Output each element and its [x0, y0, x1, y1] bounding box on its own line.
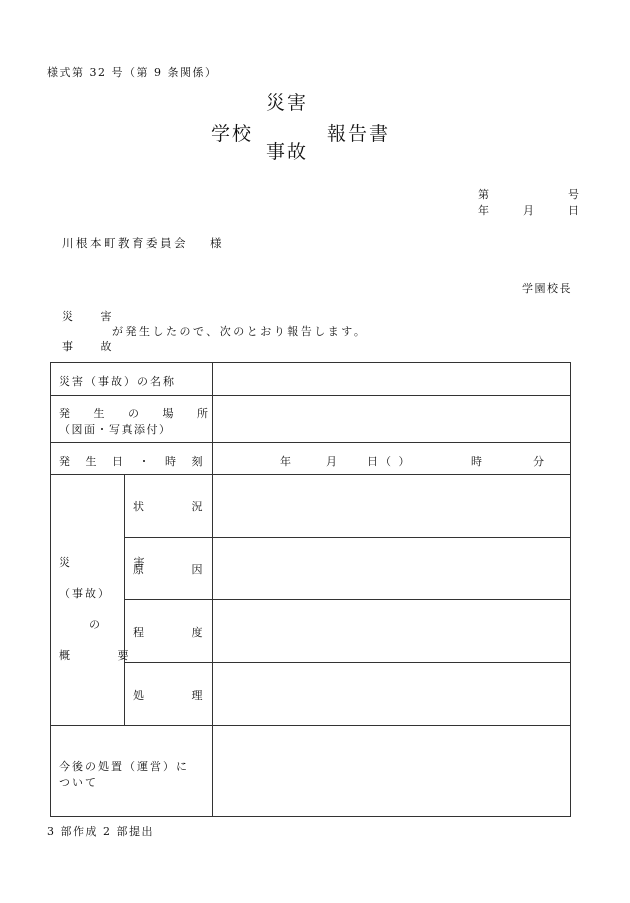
report-table — [50, 362, 571, 817]
datetime-year: 年 — [280, 455, 291, 468]
extent-label: 程 度 — [133, 626, 225, 639]
future-measures-label-line1: 今後の処置（運営）に — [59, 760, 189, 773]
column-divider — [212, 474, 213, 816]
preamble-accident: 事 故 — [62, 340, 124, 353]
overview-label-line1: 災 害 — [59, 556, 175, 569]
row-divider — [51, 725, 570, 726]
row-divider — [124, 599, 570, 600]
preamble-disaster: 災 害 — [62, 310, 124, 323]
date-month: 月 — [523, 204, 534, 217]
number-prefix: 第 — [478, 188, 489, 201]
datetime-minute: 分 — [533, 455, 544, 468]
treatment-label: 処 理 — [133, 689, 225, 702]
row-divider — [51, 474, 570, 475]
datetime-day: 日（ ） — [367, 455, 412, 468]
row-divider — [124, 662, 570, 663]
cause-label: 原 因 — [133, 563, 225, 576]
title-school: 学校 — [211, 123, 254, 145]
place-value — [212, 395, 570, 442]
incident-name-label: 災害（事故）の名称 — [59, 375, 176, 388]
row-divider — [124, 537, 570, 538]
overview-label-line3: の — [89, 618, 100, 631]
place-sub-label: （図面・写真添付） — [59, 423, 172, 436]
overview-label-line4: 概 要 — [59, 649, 151, 662]
footer-note: 3 部作成 2 部提出 — [47, 825, 154, 838]
addressee-honorific: 様 — [210, 236, 222, 250]
title-disaster: 災害 — [266, 92, 309, 114]
overview-label-line2: （事故） — [59, 587, 111, 600]
number-suffix: 号 — [568, 188, 579, 201]
title-report: 報告書 — [327, 123, 391, 145]
row-divider — [51, 442, 570, 443]
form-number: 様式第 32 号（第 9 条関係） — [47, 66, 218, 79]
title-accident: 事故 — [266, 141, 309, 163]
datetime-hour: 時 — [471, 455, 482, 468]
place-label: 発 生 の 場 所 — [59, 407, 218, 420]
future-measures-label-line2: ついて — [59, 776, 98, 789]
date-year: 年 — [478, 204, 489, 217]
addressee: 川根本町教育委員会 — [62, 236, 188, 250]
situation-label: 状 況 — [133, 500, 225, 513]
sender-principal: 学園校長 — [522, 282, 572, 295]
preamble-sentence: が発生したので、次のとおり報告します。 — [112, 325, 368, 338]
datetime-month: 月 — [326, 455, 337, 468]
datetime-label: 発 生 日 ・ 時 刻 — [59, 455, 209, 468]
column-divider — [124, 474, 125, 725]
incident-name-value — [212, 363, 570, 395]
date-day: 日 — [568, 204, 579, 217]
